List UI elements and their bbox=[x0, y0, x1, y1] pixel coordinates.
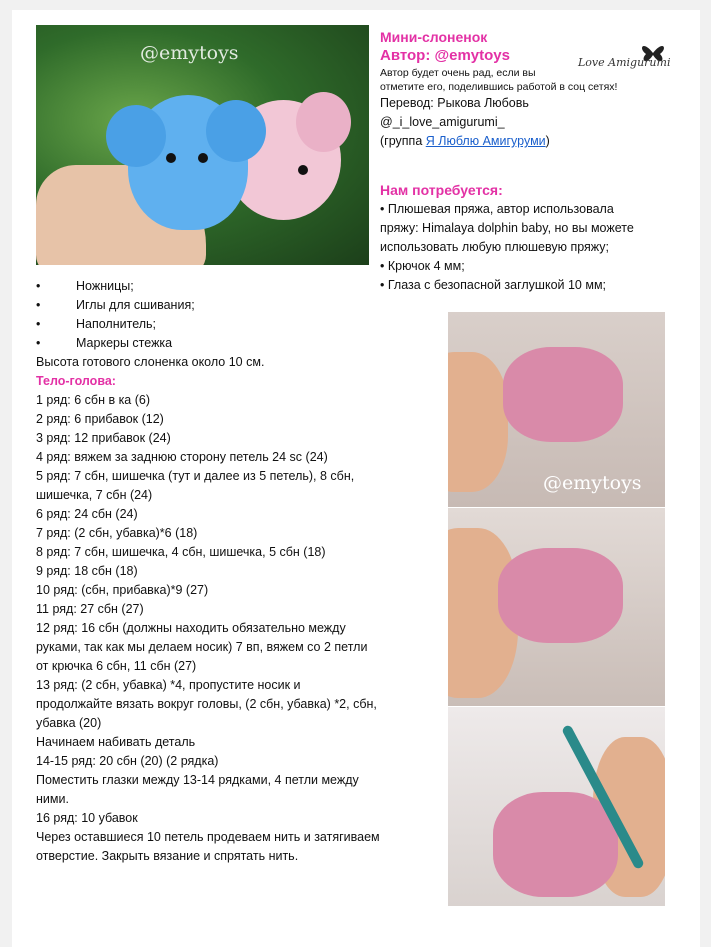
bullet: • bbox=[36, 279, 41, 293]
pink-eye bbox=[298, 165, 308, 175]
materials-line: использовать любую плюшевую пряжу; bbox=[380, 240, 610, 254]
tool-label: Иглы для сшивания; bbox=[76, 298, 195, 312]
pattern-line: 5 ряд: 7 сбн, шишечка (тут и далее из 5 петель), 8 сбн, bbox=[36, 469, 355, 483]
hero-watermark: @emytoys bbox=[140, 42, 239, 64]
bullet: • bbox=[36, 298, 41, 312]
blue-ear-right bbox=[206, 100, 266, 162]
progress-photo-1 bbox=[448, 312, 665, 507]
progress-photos bbox=[443, 307, 665, 909]
group-suffix: ) bbox=[545, 134, 550, 148]
progress-photo-2 bbox=[448, 508, 665, 706]
materials-heading: Нам потребуется: bbox=[380, 182, 503, 198]
pattern-line: ними. bbox=[36, 792, 69, 806]
pattern-line: отверстие. Закрыть вязание и спрятать нить. bbox=[36, 849, 299, 863]
materials-block bbox=[380, 180, 680, 295]
pattern-line: 4 ряд: вяжем за заднюю сторону петель 24 sc (24) bbox=[36, 450, 328, 464]
list-item bbox=[36, 277, 195, 296]
materials-line: пряжу: Himalaya dolphin baby, но вы можете bbox=[380, 221, 634, 235]
pattern-line: 12 ряд: 16 сбн (должны находить обязательно между bbox=[36, 621, 346, 635]
list-item bbox=[36, 315, 195, 334]
progress-photo-3 bbox=[448, 707, 665, 906]
pattern-line: убавка (20) bbox=[36, 716, 102, 730]
pattern-line: 1 ряд: 6 сбн в ка (6) bbox=[36, 393, 151, 407]
pattern-line: Через оставшиеся 10 петель продеваем нить и затягиваем bbox=[36, 830, 380, 844]
translator-handle: @_i_love_amigurumi_ bbox=[380, 115, 505, 129]
section-heading: Тело-голова: bbox=[36, 374, 116, 388]
blue-elephant-toy bbox=[128, 95, 248, 230]
pattern-line: Поместить глазки между 13-14 рядками, 4 петли между bbox=[36, 773, 359, 787]
height-note: Высота готового слоненка около 10 см. bbox=[36, 355, 265, 369]
tools-list bbox=[36, 277, 195, 353]
pattern-line: шишечка, 7 сбн (24) bbox=[36, 488, 153, 502]
bullet: • bbox=[36, 336, 41, 350]
note-line-2: отметите его, поделившись работой в соц сетях! bbox=[380, 81, 618, 93]
author-line: Автор: @emytoys bbox=[380, 47, 510, 64]
logo-text: Love Amigurumi bbox=[578, 56, 671, 69]
translation-credit: Перевод: Рыкова Любовь bbox=[380, 96, 529, 110]
photo-watermark: @emytoys bbox=[543, 472, 642, 494]
pattern-line: 14-15 ряд: 20 сбн (20) (2 рядка) bbox=[36, 754, 219, 768]
tool-label: Наполнитель; bbox=[76, 317, 157, 331]
hero-photo bbox=[36, 25, 369, 265]
materials-line: • Плюшевая пряжа, автор использовала bbox=[380, 202, 614, 216]
group-line bbox=[380, 132, 680, 151]
pattern-line: продолжайте вязать вокруг головы, (2 сбн, убавка) *2, сбн, bbox=[36, 697, 377, 711]
pattern-line: 2 ряд: 6 прибавок (12) bbox=[36, 412, 164, 426]
page-title: Мини-слоненок bbox=[380, 29, 488, 45]
pattern-line: 8 ряд: 7 сбн, шишечка, 4 сбн, шишечка, 5 сбн (18) bbox=[36, 545, 326, 559]
crochet-piece bbox=[493, 792, 618, 897]
materials-line: • Глаза с безопасной заглушкой 10 мм; bbox=[380, 278, 607, 292]
pattern-line: 13 ряд: (2 сбн, убавка) *4, пропустите носик и bbox=[36, 678, 301, 692]
blue-ear-left bbox=[106, 105, 166, 167]
pattern-line: 11 ряд: 27 сбн (27) bbox=[36, 602, 144, 616]
tool-label: Маркеры стежка bbox=[76, 336, 173, 350]
group-link[interactable]: Я Люблю Амигуруми bbox=[425, 134, 546, 148]
pattern-line: Начинаем набивать деталь bbox=[36, 735, 196, 749]
note-line-1: Автор будет очень рад, если вы bbox=[380, 67, 536, 79]
pattern-line: 6 ряд: 24 сбн (24) bbox=[36, 507, 138, 521]
love-amigurumi-logo bbox=[578, 40, 673, 74]
materials-line: • Крючок 4 мм; bbox=[380, 259, 465, 273]
pink-ear bbox=[296, 92, 351, 152]
pattern-line: 16 ряд: 10 убавок bbox=[36, 811, 138, 825]
tool-label: Ножницы; bbox=[76, 279, 134, 293]
pattern-body bbox=[36, 353, 436, 866]
blue-eye-left bbox=[166, 153, 176, 163]
group-prefix: (группа bbox=[380, 134, 426, 148]
pattern-line: руками, так как мы делаем носик) 7 вп, вяжем со 2 петли bbox=[36, 640, 368, 654]
pattern-line: 10 ряд: (сбн, прибавка)*9 (27) bbox=[36, 583, 209, 597]
pattern-lines bbox=[36, 391, 436, 866]
hand-shape bbox=[448, 352, 508, 492]
bullet: • bbox=[36, 317, 41, 331]
pattern-line: 9 ряд: 18 сбн (18) bbox=[36, 564, 138, 578]
pattern-line: 7 ряд: (2 сбн, убавка)*6 (18) bbox=[36, 526, 198, 540]
crochet-piece bbox=[498, 548, 623, 643]
blue-eye-right bbox=[198, 153, 208, 163]
pattern-line: от крючка 6 сбн, 11 сбн (27) bbox=[36, 659, 197, 673]
list-item bbox=[36, 296, 195, 315]
list-item bbox=[36, 334, 195, 353]
crochet-piece bbox=[503, 347, 623, 442]
pattern-line: 3 ряд: 12 прибавок (24) bbox=[36, 431, 171, 445]
